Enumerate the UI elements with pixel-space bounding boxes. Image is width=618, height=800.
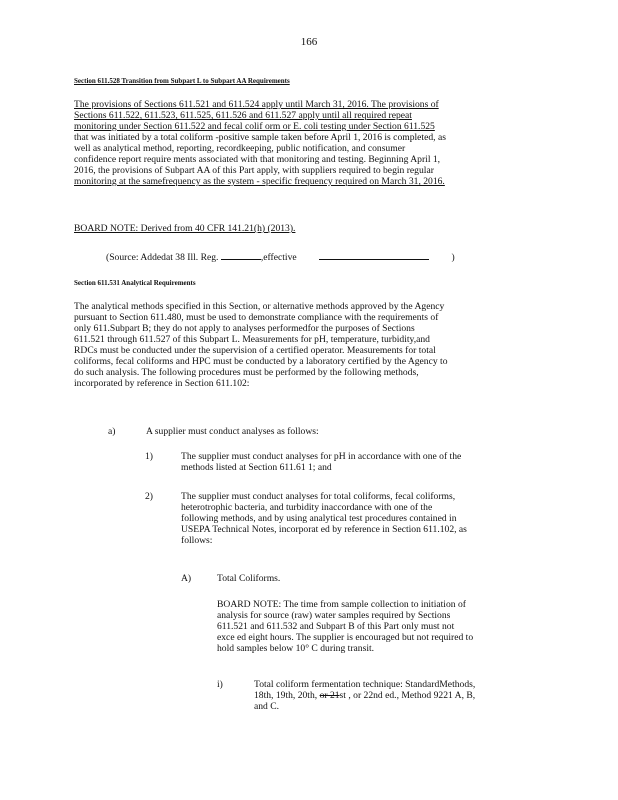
item-i-text: [254, 679, 544, 712]
text-line: methods listed at Section 611.61 1; and: [181, 462, 332, 473]
text-line: USEPA Technical Notes, incorporat ed by reference in Section 611.102, as: [181, 524, 467, 535]
item-1-text: [181, 451, 541, 473]
section-531-heading: Section 611.531 Analytical Requirements: [74, 279, 196, 287]
text-line: pursuant to Section 611.480, must be used to demonstrate compliance with the requirements of: [74, 312, 439, 323]
text-line: The supplier must conduct analyses for total coliforms, fecal coliforms,: [181, 491, 456, 502]
text-line: The provisions of Sections 611.521 and 611.524 apply until March 31, 2016. The provisions of: [74, 99, 439, 110]
item-A-label: A): [181, 573, 192, 584]
item-1-label: 1): [145, 451, 153, 462]
item-a-label: a): [108, 426, 116, 437]
section-531-body: [74, 301, 544, 389]
text-line: incorporated by reference in Section 611.102:: [74, 378, 250, 389]
section-528-body: [74, 99, 536, 187]
item-i-editions: 18th, 19th, 20th,: [254, 690, 320, 701]
item-2-label: 2): [145, 491, 153, 502]
source-prefix: (Source: Addedat 38 Ill. Reg.: [106, 252, 219, 263]
text-line: and C.: [254, 701, 280, 712]
item-A-text: Total Coliforms.: [217, 573, 281, 584]
item-i-method: st , or 22nd ed., Method 9221 A, B,: [339, 690, 476, 701]
text-line: coliforms, fecal coliforms and HPC must be conducted by a laboratory certified by the Agency to: [74, 356, 448, 367]
text-line: well as analytical method, reporting, recordkeeping, public notification, and consumer: [74, 143, 406, 154]
item-2-text: [181, 491, 541, 546]
text-line: Sections 611.522, 611.523, 611.525, 611.526 and 611.527 apply until all required repeat: [74, 110, 412, 121]
source-effective: ,effective: [260, 252, 297, 263]
text-line: 611.521 through 611.527 of this Subpart L. Measurements for pH, temperature, turbidity,and: [74, 334, 430, 345]
source-note-528: [106, 250, 455, 263]
text-line: analysis for source (raw) water samples required by Sections: [217, 610, 451, 621]
text-line: 611.521 and 611.532 and Subpart B of this Part only must not: [217, 621, 455, 632]
text-line: do such analysis. The following procedures must be performed by the following methods,: [74, 367, 419, 378]
text-line: follows:: [181, 535, 213, 546]
text-line: The analytical methods specified in this Section, or alternative methods approved by the Agency: [74, 301, 445, 312]
text-line: confidence report require ments associated with that monitoring and testing. Beginning April 1,: [74, 154, 441, 165]
text-line: 2016, the provisions of Subpart AA of this Part apply, with suppliers required to begin regular: [74, 165, 434, 176]
source-blank-1: [221, 250, 261, 260]
text-line: heterotrophic bacteria, and turbidity inaccordance with one of the: [181, 502, 433, 513]
text-line: Total coliform fermentation technique: StandardMethods,: [254, 679, 476, 690]
source-close: ): [451, 252, 455, 263]
text-line: BOARD NOTE: The time from sample collection to initiation of: [217, 599, 466, 610]
text-line: exce ed eight hours. The supplier is encouraged but not required to: [217, 632, 474, 643]
item-a-text: A supplier must conduct analyses as follows:: [146, 426, 319, 437]
board-note-528: BOARD NOTE: Derived from 40 CFR 141.21(h) (2013).: [74, 223, 296, 234]
text-line: following methods, and by using analytical test procedures contained in: [181, 513, 457, 524]
section-528-heading: Section 611.528 Transition from Subpart L to Subpart AA Requirements: [74, 77, 290, 85]
text-line: that was initiated by a total coliform -positive sample taken before April 1, 2016 is completed, as: [74, 132, 446, 143]
source-blank-2: [319, 250, 429, 260]
text-line: RDCs must be conducted under the supervision of a certified operator. Measurements for total: [74, 345, 436, 356]
text-line: [254, 690, 544, 701]
text-line: only 611.Subpart B; they do not apply to analyses performedfor the purposes of Sections: [74, 323, 415, 334]
struck-text: or 21: [319, 690, 340, 701]
item-A-board-note: [217, 599, 542, 654]
item-i-label: i): [217, 679, 223, 690]
text-line: hold samples below 10° C during transit.: [217, 643, 375, 654]
page-number: 166: [300, 36, 318, 48]
text-line: monitoring at the samefrequency as the system - specific frequency required on March 31, 2016.: [74, 176, 445, 187]
text-line: The supplier must conduct analyses for pH in accordance with one of the: [181, 451, 462, 462]
text-line: monitoring under Section 611.522 and fecal colif orm or E. coli testing under Section 611.525: [74, 121, 435, 132]
